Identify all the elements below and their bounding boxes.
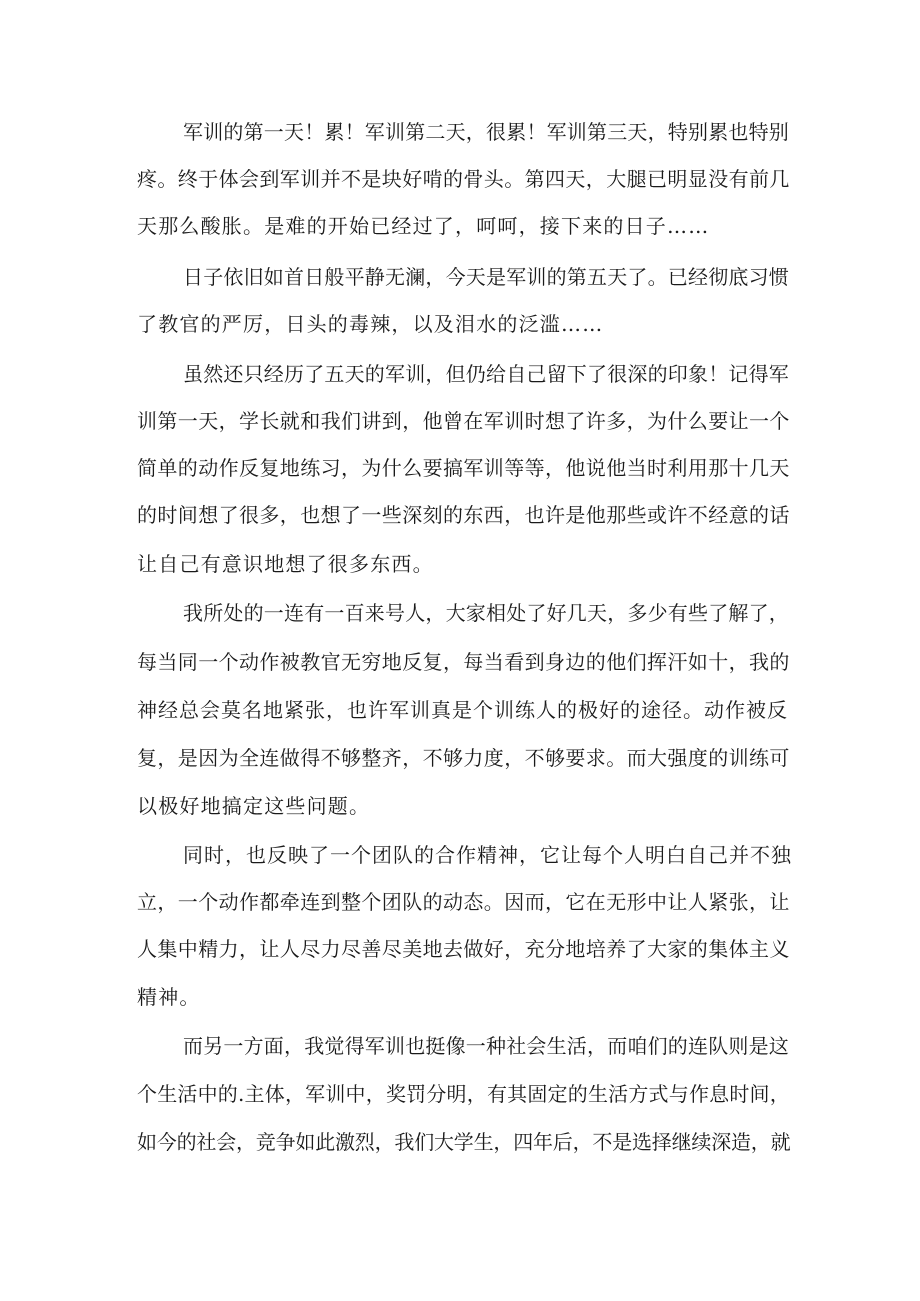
paragraph-3-line-1: 虽然还只经历了五天的军训，但仍给自己留下了很深的印象！记得军 — [183, 362, 789, 386]
paragraph-1-line-1: 军训的第一天！累！军训第二天，很累！军训第三天，特别累也特别 — [183, 120, 789, 144]
paragraph-6-line-1: 而另一方面，我觉得军训也挺像一种社会生活，而咱们的连队则是这 — [183, 1034, 789, 1058]
paragraph-3-line-3: 简单的动作反复地练习，为什么要搞军训等等，他说他当时利用那十几天 — [137, 456, 790, 480]
paragraph-5-line-1: 同时，也反映了一个团队的合作精神，它让每个人明白自己并不独 — [183, 843, 792, 867]
paragraph-1-line-3: 天那么酸胀。是难的开始已经过了，呵呵，接下来的日子…… — [137, 214, 710, 238]
paragraph-2-line-1: 日子依旧如首日般平静无澜，今天是军训的第五天了。已经彻底习惯 — [183, 265, 789, 289]
paragraph-5-line-4: 精神。 — [137, 985, 201, 1009]
paragraph-2-line-2: 了教官的严厉，日头的毒辣，以及泪水的泛滥…… — [137, 312, 604, 336]
paragraph-3-line-2: 训第一天，学长就和我们讲到，他曾在军训时想了许多，为什么要让一个 — [137, 409, 790, 433]
paragraph-4-line-2: 每当同一个动作被教官无穷地反复，每当看到身边的他们挥汗如十，我的 — [137, 650, 790, 674]
paragraph-4-line-3: 神经总会莫名地紧张，也许军训真是个训练人的极好的途径。动作被反 — [137, 698, 788, 722]
paragraph-3-line-4: 的时间想了很多，也想了一些深刻的东西，也许是他那些或许不经意的话 — [137, 503, 790, 527]
paragraph-4-line-4: 复，是因为全连做得不够整齐，不够力度，不够要求。而大强度的训练可 — [137, 746, 790, 770]
paragraph-3-line-5: 让自己有意识地想了很多东西。 — [137, 552, 434, 576]
paragraph-6-line-2: 个生活中的.主体，军训中，奖罚分明，有其固定的生活方式与作息时间， — [137, 1082, 790, 1106]
paragraph-5-line-3: 人集中精力，让人尽力尽善尽美地去做好，充分地培养了大家的集体主义 — [137, 937, 790, 961]
paragraph-1-line-2: 疼。终于体会到军训并不是块好啃的骨头。第四天，大腿已明显没有前几 — [137, 167, 790, 191]
paragraph-4-line-1: 我所处的一连有一百来号人，大家相处了好几天，多少有些了解了， — [183, 601, 789, 625]
paragraph-4-line-5: 以极好地搞定这些问题。 — [137, 794, 371, 818]
paragraph-5-line-2: 立，一个动作都牵连到整个团队的动态。因而，它在无形中让人紧张，让 — [137, 890, 790, 914]
paragraph-6-line-3: 如今的社会，竞争如此激烈，我们大学生，四年后，不是选择继续深造，就 — [137, 1130, 791, 1154]
